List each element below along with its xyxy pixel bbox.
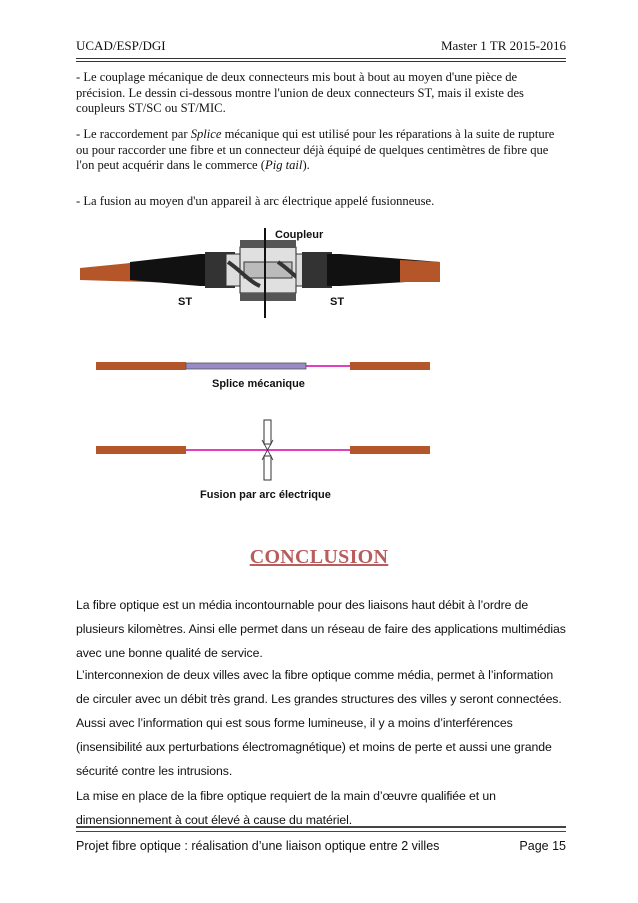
page-number: Page 15 (519, 839, 566, 853)
splice-figure (96, 362, 430, 390)
st-label-right: ST (330, 296, 345, 308)
paragraph-couplage-text: - Le couplage mécanique de deux connecteurs mis bout à bout au moyen d'une pièce de précision. Le dessin ci-dessous montre l'union de deux connecteurs ST, mais il existe des coupleurs ST/SC ou ST/MIC. (76, 70, 524, 115)
coupler-label: Coupleur (275, 229, 324, 241)
paragraph-splice-text-3: ). (302, 158, 310, 172)
fusion-left-cable (96, 446, 186, 454)
coupler-sleeve (244, 262, 292, 278)
st-label-left: ST (178, 296, 193, 308)
splice-italic: Splice (190, 127, 222, 141)
splice-left-cable (96, 362, 186, 370)
conclusion-paragraph-3: La mise en place de la fibre optique requiert de la main d’œuvre qualifiée et un dimensionnement à cout élevé à cause du matériel. (76, 789, 496, 827)
paragraph-splice-text-2: mécanique qui est utilisé pour les réparations à la suite de rupture ou pour raccorder une fibre et un connecteur déjà équipé de quelques centimètres de fibre que l'on peut acquérir dans le commerce ( (76, 127, 555, 172)
fusion-figure (96, 420, 430, 501)
fusion-electrode-bottom (264, 456, 271, 480)
splice-right-cable (350, 362, 430, 370)
footer-rule-thin (76, 831, 566, 832)
right-cable-jacket (400, 260, 440, 282)
header-left: UCAD/ESP/DGI (76, 38, 166, 53)
splice-label: Splice mécanique (212, 378, 305, 390)
header-right: Master 1 TR 2015-2016 (440, 38, 566, 53)
coupler-bottom-flange (240, 293, 296, 301)
splice-sleeve (186, 363, 306, 369)
conclusion-heading: CONCLUSION (249, 546, 389, 568)
footer-left: Projet fibre optique : réalisation d’une liaison optique entre 2 villes (76, 839, 440, 853)
conclusion-paragraph-1: La fibre optique est un média incontournable pour des liaisons haut débit à l’ordre de plusieurs kilomètres. Ainsi elle permet dans un réseau de faire des applications multimédias avec une bonne qualité de service. (76, 598, 566, 660)
paragraph-fusion-text: - La fusion au moyen d'un appareil à arc électrique appelé fusionneuse. (76, 194, 435, 208)
fusion-electrode-top (264, 420, 271, 444)
st-coupler-figure (80, 228, 440, 318)
conclusion-paragraph-2: L’interconnexion de deux villes avec la fibre optique comme média, permet à l’information de circuler avec un débit très grand. Les grandes structures des villes y seront connectées. Aussi avec l’information qui est sous forme lumineuse, il y a moins d’interférences (insensibilité aux perturbations électromagnétique) et moins de perte et aussi une grande sécurité contre les intrusions. (76, 668, 562, 778)
coupler-top-flange (240, 240, 296, 248)
footer-rule (76, 826, 566, 828)
fusion-right-cable (350, 446, 430, 454)
pig-tail-italic: Pig tail (265, 158, 303, 172)
fusion-label: Fusion par arc électrique (200, 489, 331, 501)
paragraph-splice-text-1: - Le raccordement par (76, 127, 191, 141)
